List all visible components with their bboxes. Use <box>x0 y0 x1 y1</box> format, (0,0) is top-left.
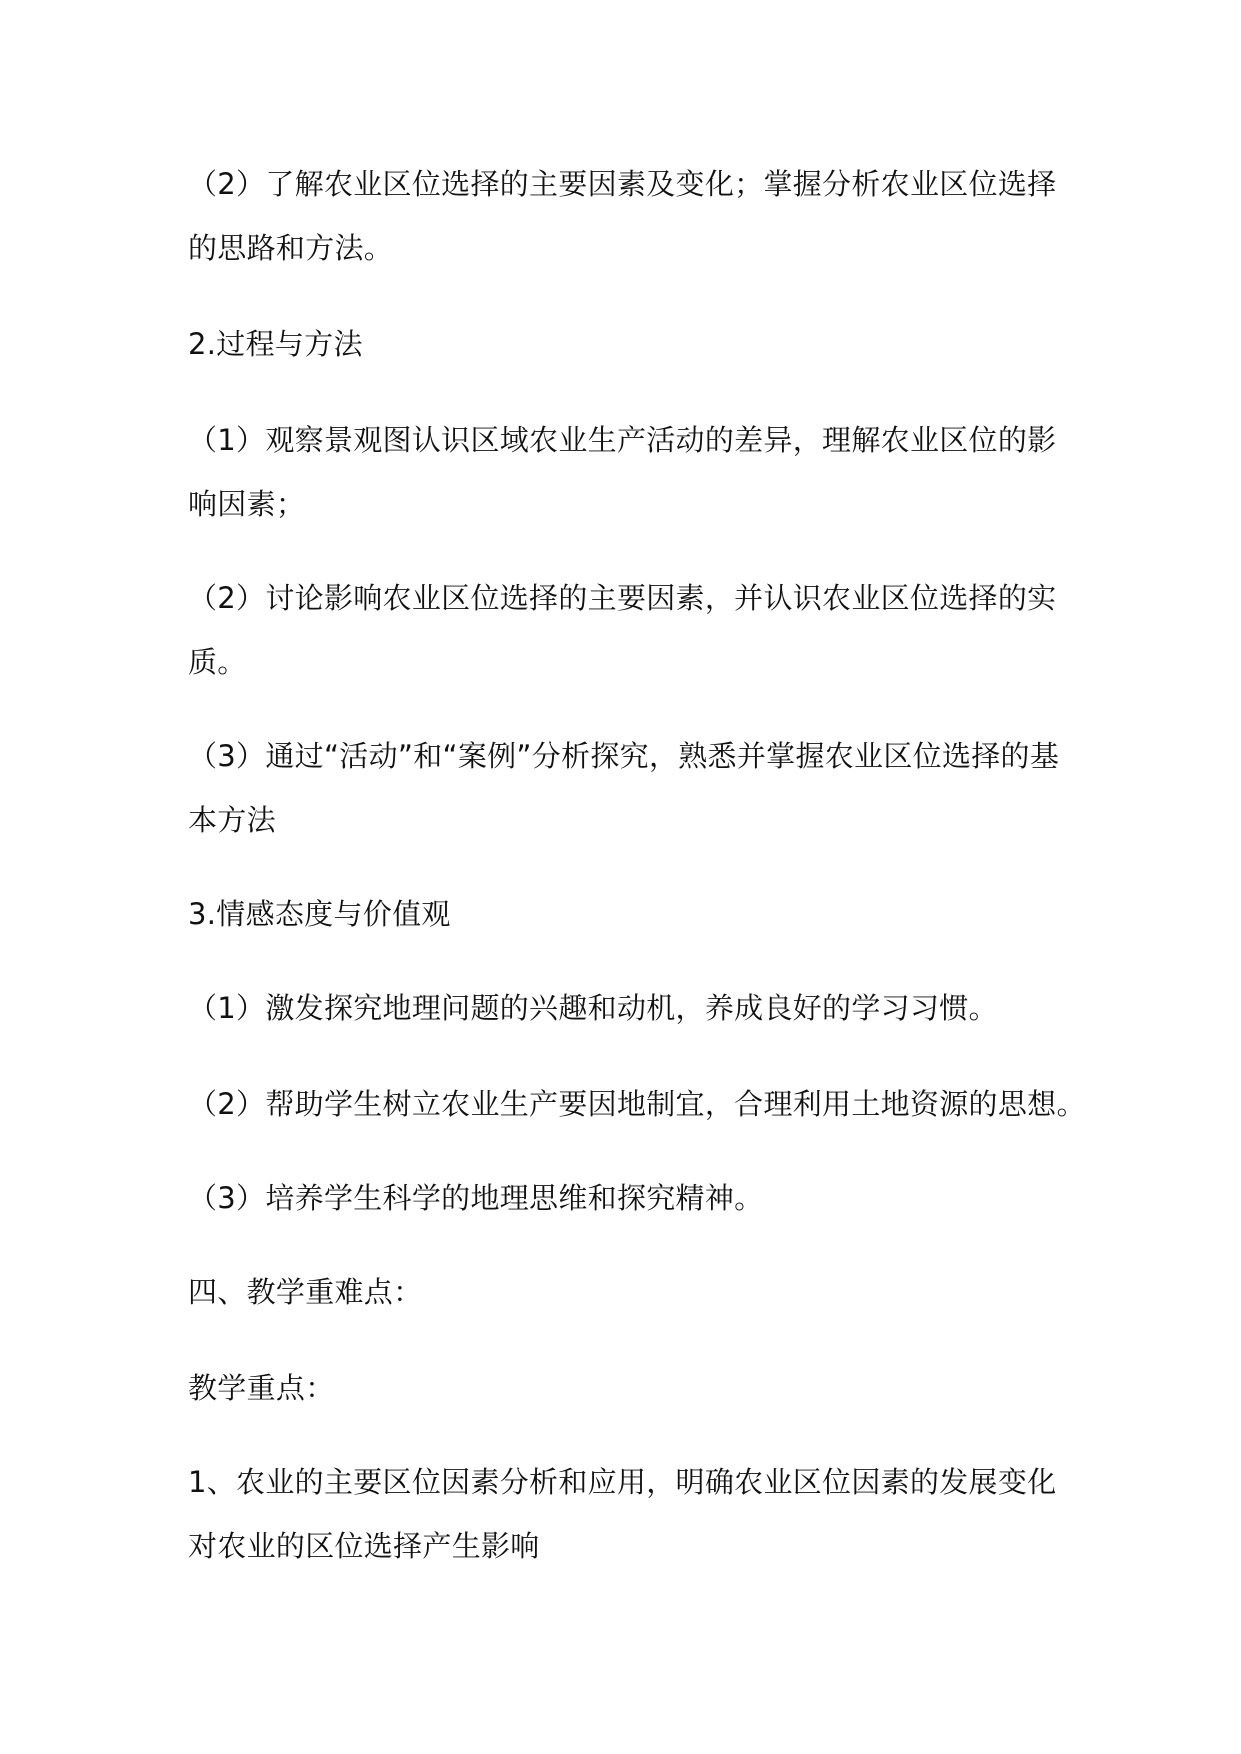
text-line-process-3-part1: （3）通过“活动”和“案例”分析探究，熟悉并掌握农业区位选择的基 <box>188 739 1060 773</box>
text-line-objective-2-part2: 的思路和方法。 <box>188 231 394 265</box>
section-heading-emotion-values: 3.情感态度与价值观 <box>188 897 451 931</box>
subheading-teaching-focus: 教学重点： <box>188 1371 335 1405</box>
section-heading-process-method: 2.过程与方法 <box>188 327 363 361</box>
text-line-emotion-2: （2）帮助学生树立农业生产要因地制宜，合理利用土地资源的思想。 <box>188 1087 1086 1121</box>
text-line-process-2-part2: 质。 <box>188 645 247 679</box>
text-line-emotion-3: （3）培养学生科学的地理思维和探究精神。 <box>188 1181 764 1215</box>
text-line-process-1-part2: 响因素； <box>188 487 306 521</box>
text-line-emotion-1: （1）激发探究地理问题的兴趣和动机，养成良好的学习习惯。 <box>188 991 998 1025</box>
section-heading-key-difficulties: 四、教学重难点： <box>188 1275 423 1309</box>
text-line-focus-1-part1: 1、农业的主要区位因素分析和应用，明确农业区位因素的发展变化 <box>188 1465 1057 1499</box>
text-line-objective-2-part1: （2）了解农业区位选择的主要因素及变化；掌握分析农业区位选择 <box>188 167 1057 201</box>
text-line-focus-1-part2: 对农业的区位选择产生影响 <box>188 1529 540 1563</box>
text-line-process-1-part1: （1）观察景观图认识区域农业生产活动的差异，理解农业区位的影 <box>188 423 1057 457</box>
text-line-process-3-part2: 本方法 <box>188 803 276 837</box>
text-line-process-2-part1: （2）讨论影响农业区位选择的主要因素，并认识农业区位选择的实 <box>188 581 1057 615</box>
